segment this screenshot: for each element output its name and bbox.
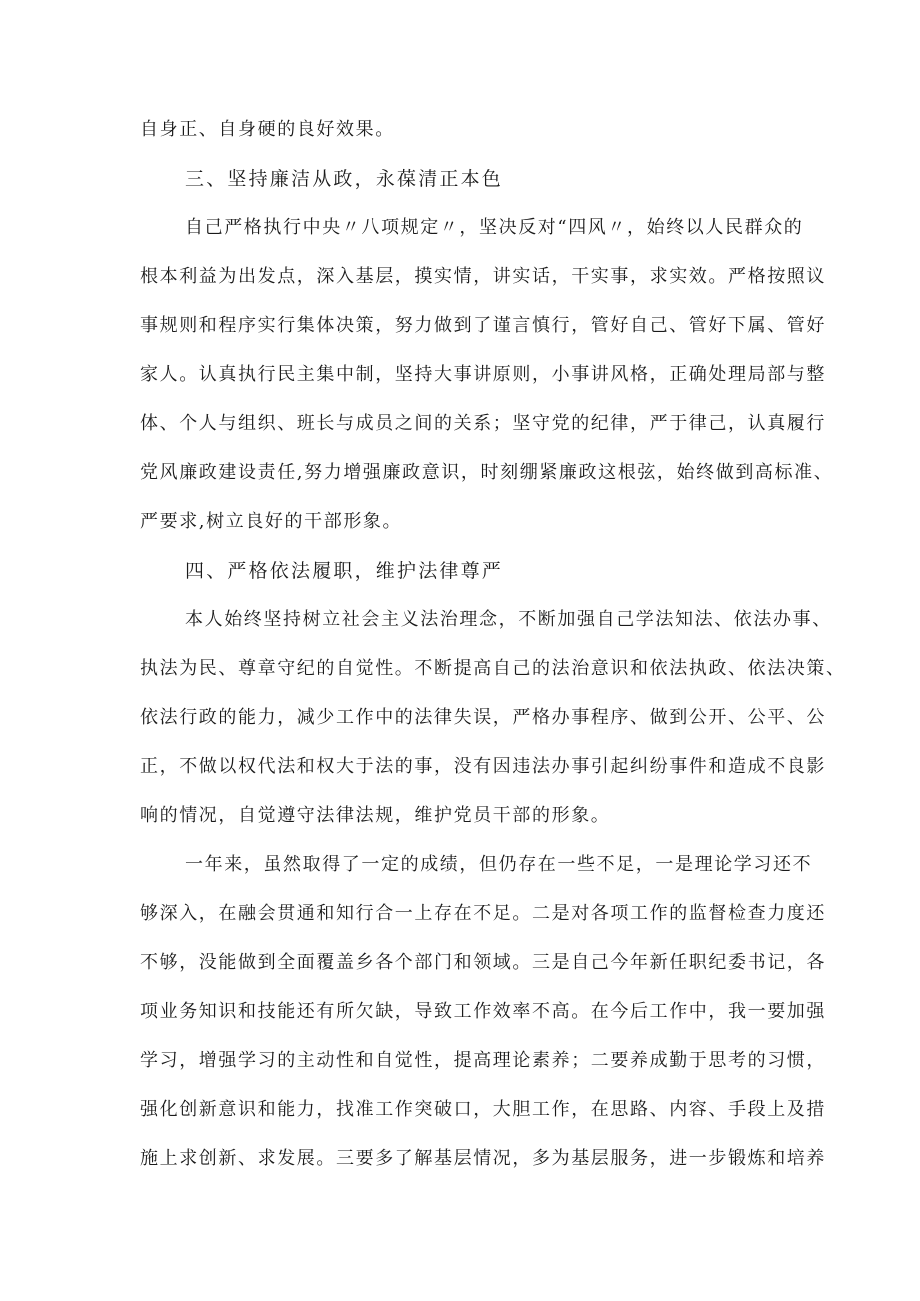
paragraph-line: 严要求,树立良好的干部形象。 [140, 511, 403, 532]
section-heading-4: 四、严格依法履职，维护法律尊严 [185, 560, 504, 582]
paragraph-line: 响的情况，自觉遵守法律法规，维护党员干部的形象。 [140, 805, 611, 826]
paragraph-line: 本人始终坚持树立社会主义法治理念，不断加强自己学法知法、依法办事、 [185, 609, 832, 630]
paragraph-line: 一年来，虽然取得了一定的成绩，但仍存在一些不足，一是理论学习还不 [185, 854, 813, 875]
paragraph-line: 项业务知识和技能还有所欠缺，导致工作效率不高。在今后工作中，我一要加强 [140, 1001, 826, 1022]
paragraph-line: 事规则和程序实行集体决策，努力做到了谨言慎行，管好自己、管好下属、管好 [140, 315, 826, 336]
paragraph-line: 学习，增强学习的主动性和自觉性，提高理论素养；二要养成勤于思考的习惯， [140, 1050, 826, 1071]
paragraph-line: 党风廉政建设责任,努力增强廉政意识，时刻绷紧廉政这根弦，始终做到高标准、 [140, 462, 834, 483]
paragraph-line: 够深入，在融会贯通和知行合一上存在不足。二是对各项工作的监督检查力度还 [140, 903, 826, 924]
section-heading-3: 三、坚持廉洁从政，永葆清正本色 [185, 168, 504, 190]
paragraph-line: 强化创新意识和能力，找准工作突破口，大胆工作，在思路、内容、手段上及措 [140, 1099, 826, 1120]
paragraph-line: 施上求创新、求发展。三要多了解基层情况，多为基层服务，进一步锻炼和培养 [140, 1148, 826, 1169]
paragraph-line: 执法为民、尊章守纪的自觉性。不断提高自己的法治意识和依法执政、依法决策、 [140, 658, 846, 679]
paragraph-line: 不够，没能做到全面覆盖乡各个部门和领域。三是自己今年新任职纪委书记，各 [140, 952, 826, 973]
paragraph-line: 依法行政的能力，减少工作中的法律失误，严格办事程序、做到公开、公平、公 [140, 707, 826, 728]
paragraph-line: 根本利益为出发点，深入基层，摸实情，讲实话，干实事，求实效。严格按照议 [140, 266, 826, 287]
paragraph-line: 体、个人与组织、班长与成员之间的关系；坚守党的纪律，严于律己，认真履行 [140, 413, 826, 434]
paragraph-line: 家人。认真执行民主集中制，坚持大事讲原则，小事讲风格，正确处理局部与整 [140, 364, 826, 385]
paragraph-line: 自己严格执行中央〃八项规定〃，坚决反对“四风〃，始终以人民群众的 [185, 217, 804, 238]
paragraph-line: 正，不做以权代法和权大于法的事，没有因违法办事引起纠纷事件和造成不良影 [140, 756, 826, 777]
paragraph-line: 自身正、自身硬的良好效果。 [140, 119, 395, 140]
